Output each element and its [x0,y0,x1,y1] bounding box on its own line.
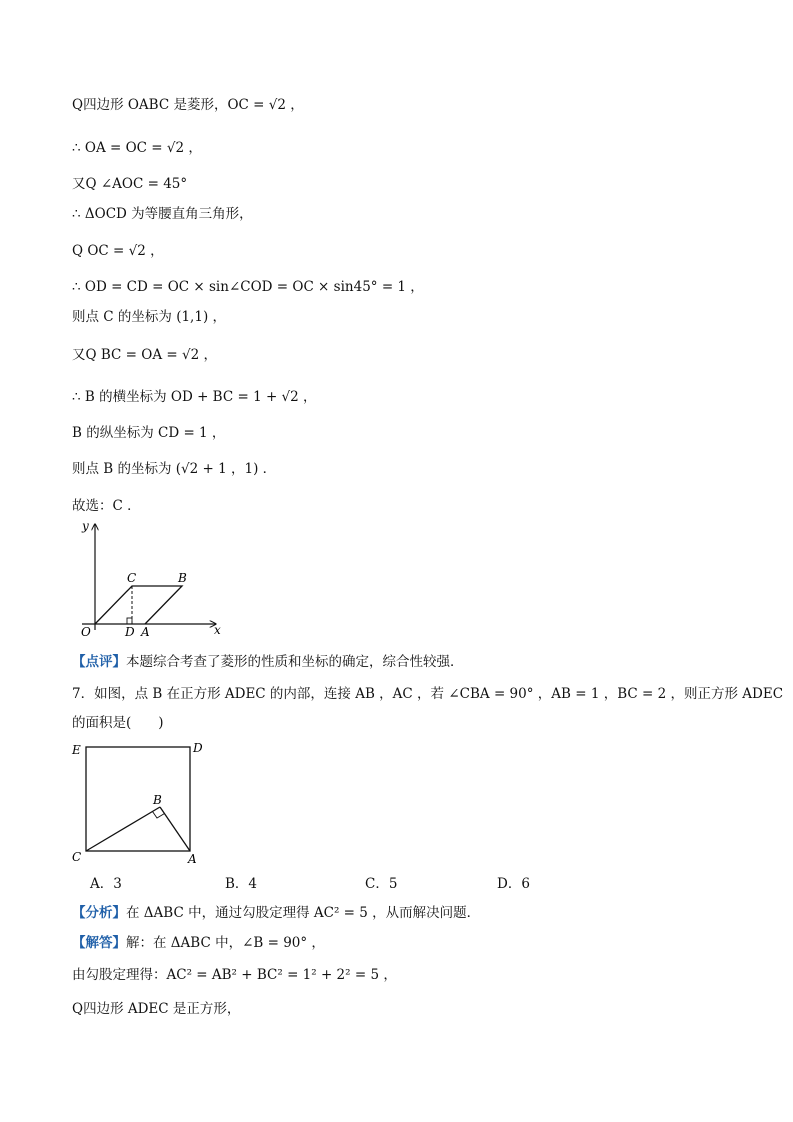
label-e: E [72,743,81,757]
label-d: D [125,625,135,639]
label-y: y [82,519,89,533]
label-x: x [214,623,221,637]
comment-line [72,653,464,671]
solution-line: 又Q ∠AOC = 45° [72,176,188,192]
analysis-tag: 【分析】 [72,905,126,921]
comment-tag: 【点评】 [72,654,126,670]
label-a: A [141,625,150,639]
comment-text: 本题综合考查了菱形的性质和坐标的确定，综合性较强． [126,654,464,670]
analysis-line [72,904,480,922]
option-a: A．3 [90,876,122,892]
solution-line: B 的纵坐标为 CD = 1 ， [72,425,226,441]
label-d: D [193,741,203,755]
right-angle-mark [127,618,132,624]
label-c: C [72,850,82,864]
solution-text: 解：在 ΔABC 中，∠B = 90° ， [126,935,325,951]
label-b: B [178,571,187,585]
square-adec [86,747,190,851]
option-d: D．6 [497,876,530,892]
rhombus-oabc [95,586,182,624]
solution-line: ∴ OD = CD = OC × sin∠COD = OC × sin45° = 1 ， [72,279,424,295]
answer-line: 故选：C ． [72,498,141,514]
question-line-2: 的面积是( ) [72,715,164,731]
label-b: B [153,793,162,807]
solution-line: 则点 C 的坐标为 (1,1) ， [72,309,226,325]
segment-cb [86,807,160,851]
solution-line: Q四边形 ADEC 是正方形， [72,1001,241,1017]
solution-line: ∴ OA = OC = √2 ， [72,140,202,156]
solution-line: ∴ B 的横坐标为 OD + BC = 1 + √2 ， [72,389,317,405]
label-a: A [188,852,197,866]
solution-line: 由勾股定理得：AC² = AB² + BC² = 1² + 2² = 5 ， [72,967,397,983]
solution-line: Q四边形 OABC 是菱形，OC = √2 ， [72,97,304,113]
solution-line: ∴ ΔOCD 为等腰直角三角形， [72,206,253,222]
rhombus-coordinate-figure [70,518,230,644]
solution-line: 又Q BC = OA = √2 ， [72,347,217,363]
option-b: B．4 [225,876,258,892]
label-c: C [127,571,137,585]
label-o: O [81,625,91,639]
question-line-1: 7．如图，点 B 在正方形 ADEC 的内部，连接 AB ，AC ，若 ∠CBA = 90° ，AB = 1 ，BC = 2 ，则正方形 ADEC [72,686,784,702]
solution-start-line [72,934,325,952]
option-c: C．5 [365,876,398,892]
square-figure [68,738,218,868]
solution-line: 则点 B 的坐标为 (√2 + 1 ，1) ． [72,461,277,477]
analysis-text: 在 ΔABC 中，通过勾股定理得 AC² = 5 ，从而解决问题． [126,905,481,921]
solution-tag: 【解答】 [72,935,126,951]
right-angle-mark [153,812,165,819]
solution-line: Q OC = √2 ， [72,243,164,259]
